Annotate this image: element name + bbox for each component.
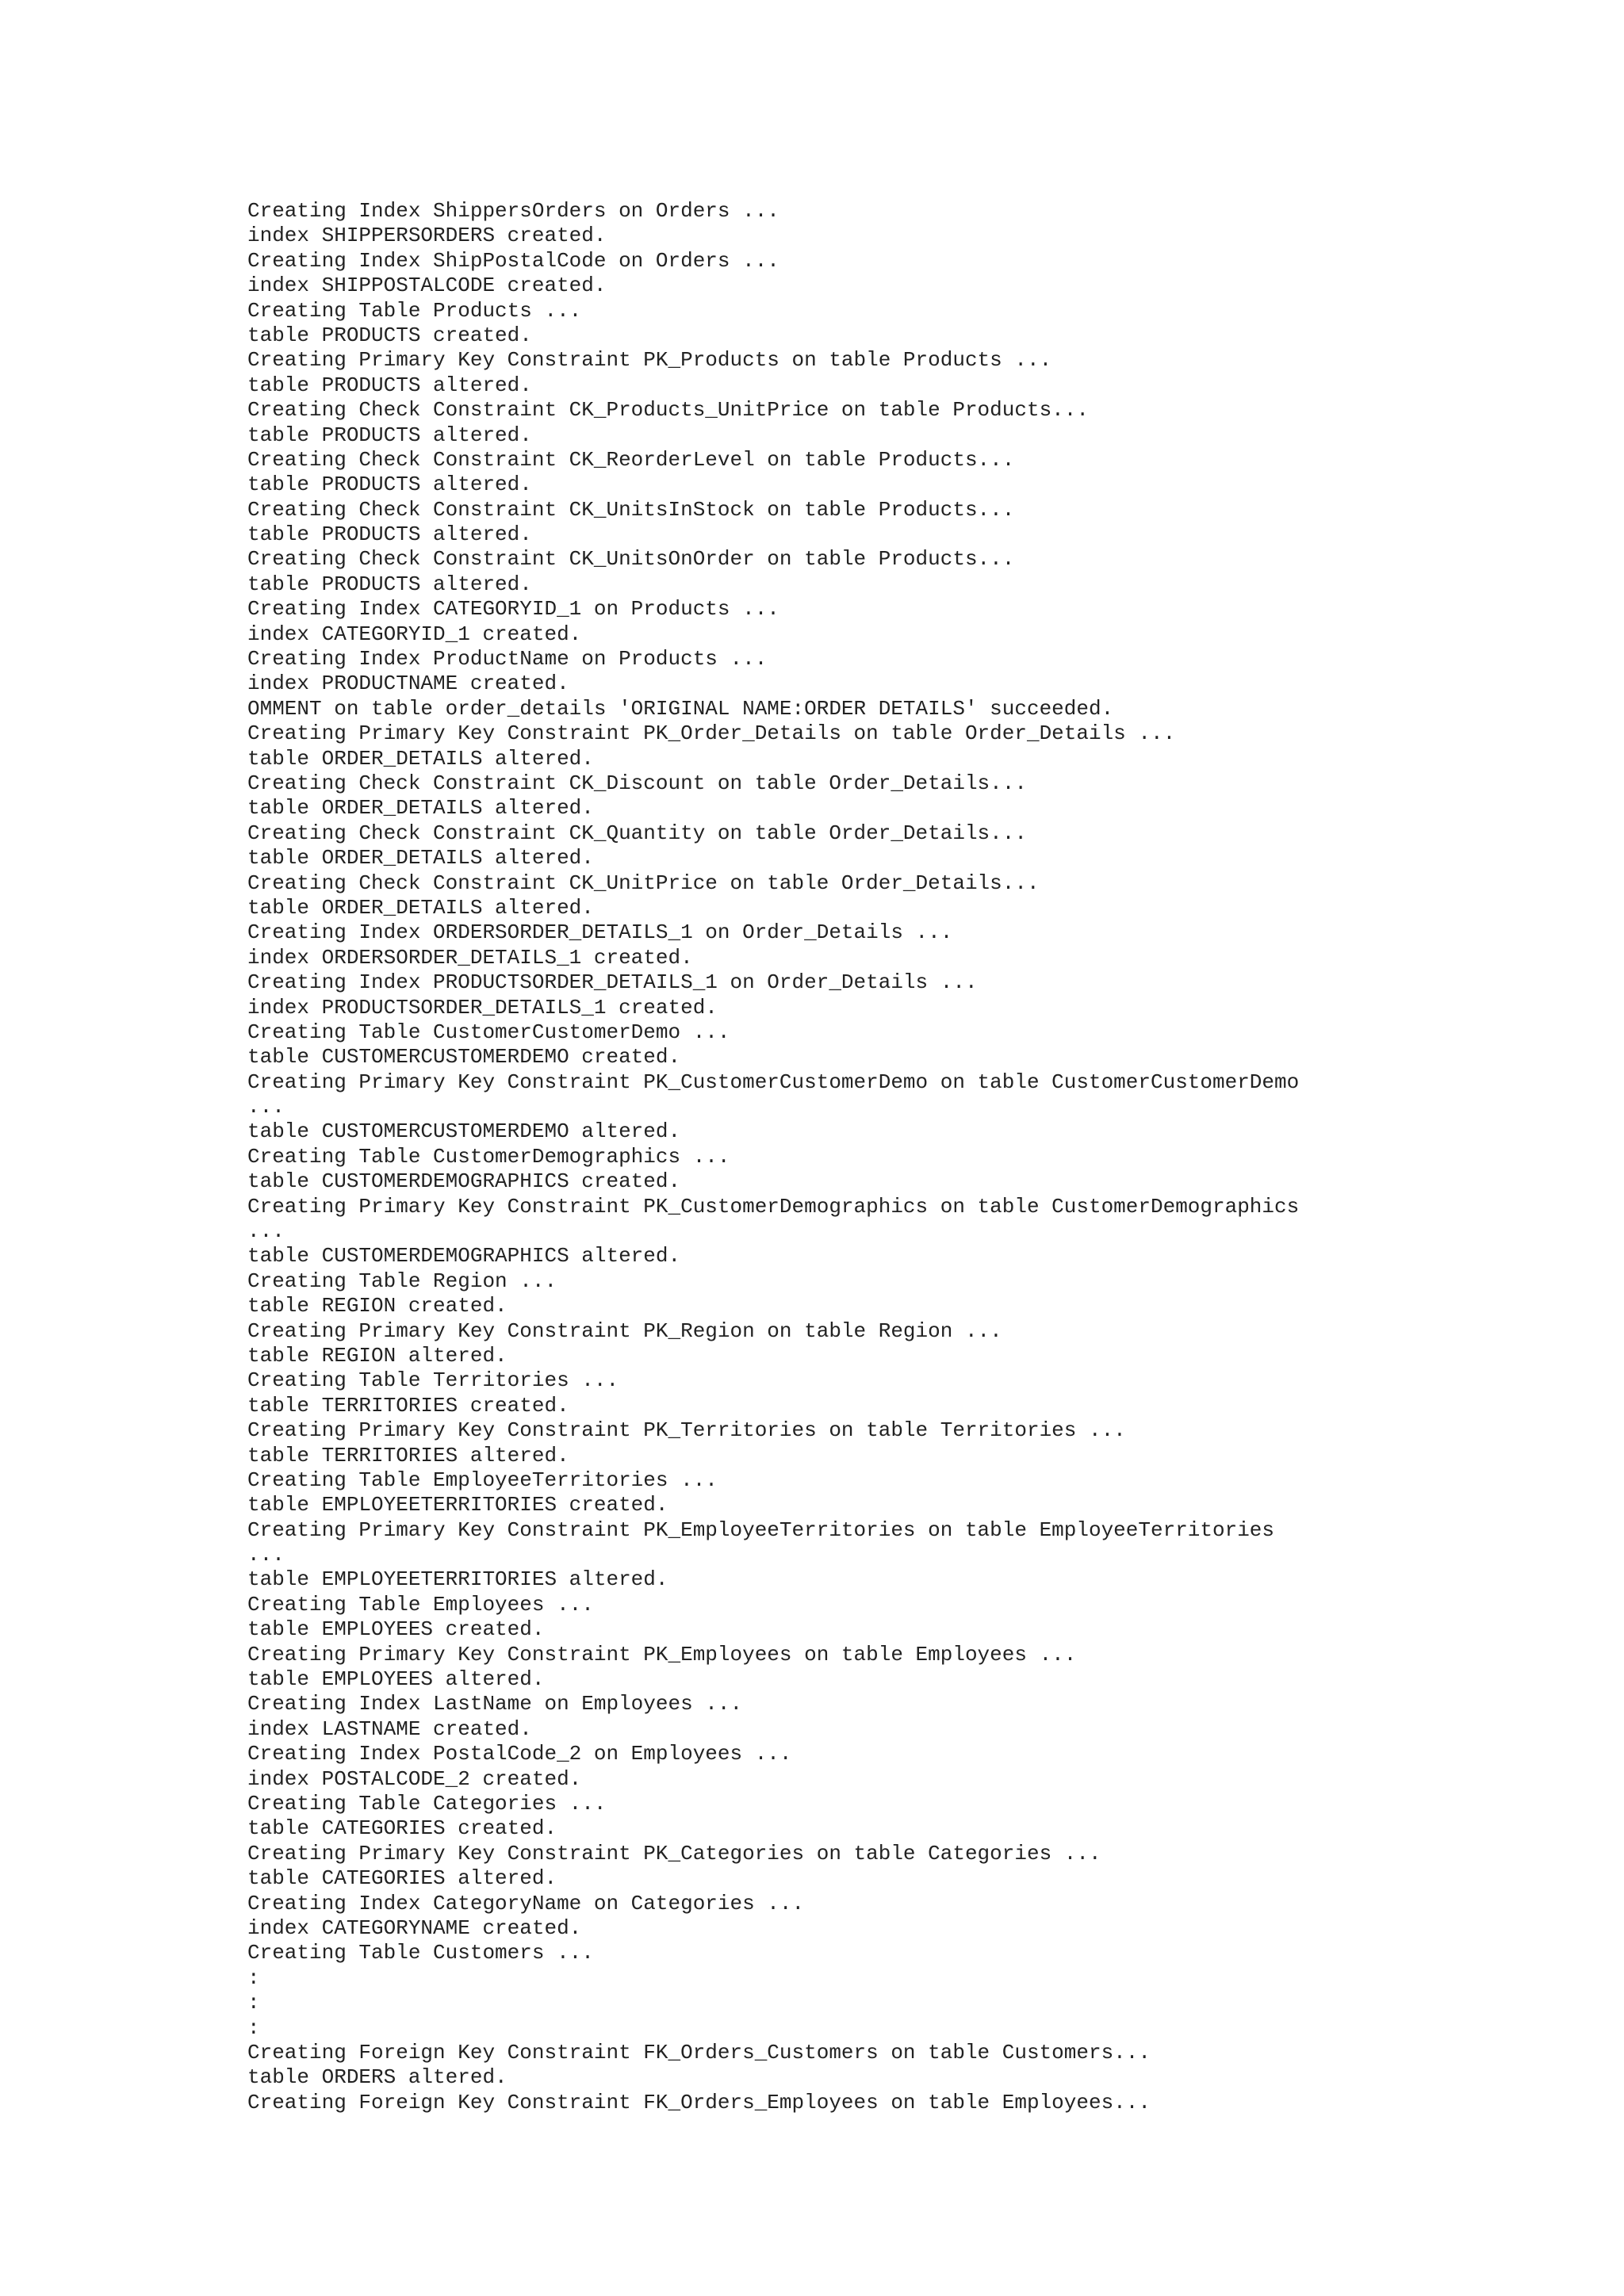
log-line: Creating Check Constraint CK_UnitsInStock on table Products... [247,497,1015,522]
log-line: Creating Check Constraint CK_UnitsOnOrder on table Products... [247,547,1015,572]
log-line: Creating Primary Key Constraint PK_Order_Details on table Order_Details ... [247,721,1176,746]
log-line: Creating Primary Key Constraint PK_Products on table Products ... [247,348,1052,373]
log-line: Creating Index CategoryName on Categories ... [247,1891,805,1915]
log-line: table ORDER_DETAILS altered. [247,846,594,871]
log-line: Creating Table Customers ... [247,1941,594,1965]
log-line: Creating Primary Key Constraint PK_CustomerDemographics on table CustomerDemographics [247,1194,1300,1219]
log-line: : [247,1991,260,2015]
log-line: Creating Table Employees ... [247,1592,594,1617]
log-line: Creating Primary Key Constraint PK_EmployeeTerritories on table EmployeeTerritories [247,1517,1275,1542]
log-line: Creating Check Constraint CK_Quantity on table Order_Details... [247,821,1027,845]
log-line: Creating Table Categories ... [247,1792,607,1816]
log-line: table EMPLOYEES created. [247,1617,545,1642]
log-line: table PRODUCTS altered. [247,522,532,547]
log-line: ... [247,1219,285,1244]
migration-log [247,199,1299,2115]
log-line: Creating Check Constraint CK_Products_UnitPrice on table Products... [247,398,1089,423]
log-line: table TERRITORIES created. [247,1393,569,1418]
log-line: table EMPLOYEETERRITORIES altered. [247,1567,668,1592]
log-line: Creating Index PostalCode_2 on Employees ... [247,1742,792,1766]
log-line: table REGION altered. [247,1343,508,1368]
log-line: Creating Primary Key Constraint PK_CustomerCustomerDemo on table CustomerCustomerDemo [247,1070,1300,1094]
log-line: Creating Index ORDERSORDER_DETAILS_1 on Order_Details ... [247,920,953,945]
log-line: index PRODUCTSORDER_DETAILS_1 created. [247,995,718,1020]
log-line: Creating Check Constraint CK_ReorderLevel on table Products... [247,447,1015,472]
log-line: Creating Table CustomerCustomerDemo ... [247,1020,730,1044]
log-line: table ORDER_DETAILS altered. [247,746,594,771]
log-line: : [247,2015,260,2040]
log-line: Creating Table EmployeeTerritories ... [247,1468,718,1492]
log-line: index PRODUCTNAME created. [247,672,569,696]
log-line: table CATEGORIES created. [247,1816,557,1841]
log-line: table CUSTOMERCUSTOMERDEMO created. [247,1045,681,1070]
log-line: index SHIPPERSORDERS created. [247,224,607,248]
log-line: table EMPLOYEES altered. [247,1667,545,1692]
log-line: table PRODUCTS altered. [247,572,532,596]
log-line: Creating Index ShippersOrders on Orders ... [247,199,779,223]
log-line: Creating Primary Key Constraint PK_Region on table Region ... [247,1318,1002,1343]
log-line: table REGION created. [247,1294,508,1318]
log-line: table EMPLOYEETERRITORIES created. [247,1493,668,1517]
log-line: Creating Index PRODUCTSORDER_DETAILS_1 on Order_Details ... [247,970,978,995]
log-line: Creating Check Constraint CK_Discount on table Order_Details... [247,771,1027,795]
log-line: index CATEGORYNAME created. [247,1915,582,1940]
log-line: table PRODUCTS altered. [247,373,532,397]
log-line: OMMENT on table order_details 'ORIGINAL NAME:ORDER DETAILS' succeeded. [247,696,1114,721]
log-line: table ORDERS altered. [247,2065,508,2090]
log-line: table ORDER_DETAILS altered. [247,796,594,821]
log-line: Creating Table Territories ... [247,1368,619,1393]
log-line: Creating Table Products ... [247,298,582,323]
log-line: Creating Index CATEGORYID_1 on Products ... [247,597,779,622]
log-line: Creating Table CustomerDemographics ... [247,1144,730,1169]
log-line: Creating Primary Key Constraint PK_Employees on table Employees ... [247,1642,1077,1667]
log-line: table ORDER_DETAILS altered. [247,895,594,920]
log-line: Creating Index ProductName on Products ... [247,647,768,672]
log-line: ... [247,1095,285,1119]
log-line: index ORDERSORDER_DETAILS_1 created. [247,945,693,970]
log-line: table TERRITORIES altered. [247,1443,569,1468]
log-line: index LASTNAME created. [247,1716,532,1741]
log-line: Creating Primary Key Constraint PK_Territories on table Territories ... [247,1418,1126,1443]
log-line: table CATEGORIES altered. [247,1866,557,1891]
log-line: index SHIPPOSTALCODE created. [247,274,607,298]
log-line: table PRODUCTS created. [247,323,532,347]
log-line: index CATEGORYID_1 created. [247,622,582,646]
log-line: Creating Index ShipPostalCode on Orders ... [247,248,779,273]
log-line: Creating Index LastName on Employees ... [247,1692,743,1716]
log-line: ... [247,1543,285,1567]
log-line: index POSTALCODE_2 created. [247,1766,582,1791]
log-line: table CUSTOMERCUSTOMERDEMO altered. [247,1119,681,1144]
log-line: : [247,1965,260,1990]
log-line: Creating Foreign Key Constraint FK_Orders_Employees on table Employees... [247,2090,1151,2114]
log-line: Creating Table Region ... [247,1269,557,1293]
log-line: Creating Primary Key Constraint PK_Categories on table Categories ... [247,1841,1101,1866]
log-line: Creating Check Constraint CK_UnitPrice on table Order_Details... [247,871,1040,895]
log-line: table PRODUCTS altered. [247,423,532,447]
log-line: Creating Foreign Key Constraint FK_Orders_Customers on table Customers... [247,2040,1151,2064]
log-line: table PRODUCTS altered. [247,473,532,497]
log-line: table CUSTOMERDEMOGRAPHICS created. [247,1169,681,1194]
log-line: table CUSTOMERDEMOGRAPHICS altered. [247,1244,681,1269]
